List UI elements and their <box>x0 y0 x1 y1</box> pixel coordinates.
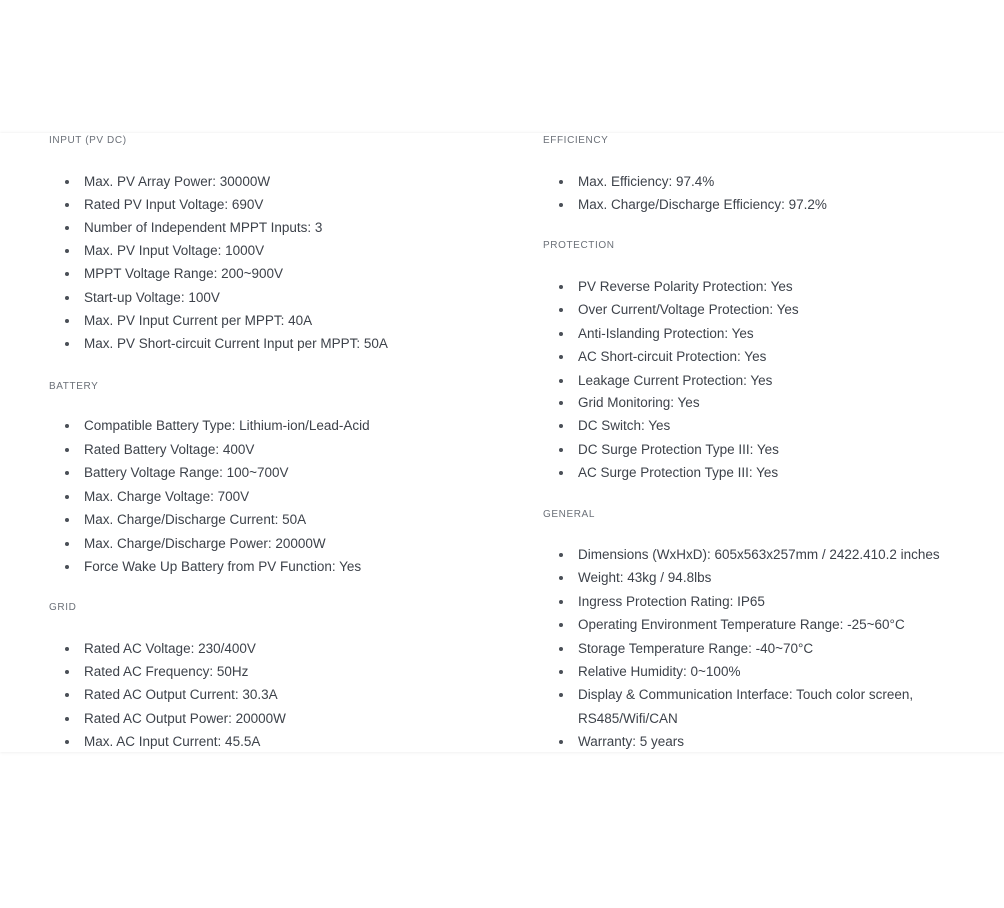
bullet-point <box>65 203 69 207</box>
bullet-point <box>559 379 563 383</box>
bullet-point <box>559 471 563 475</box>
section-heading-efficiency: EFFICIENCY <box>543 135 609 146</box>
bullet-point <box>559 285 563 289</box>
bullet-point <box>65 717 69 721</box>
bullet-point <box>65 518 69 522</box>
specifications-panel: INPUT (PV DC) Max. PV Array Power: 30000W Rated PV Input Voltage: 690V Number of Independent MPPT Inputs: 3 Max. PV Input Voltage: 1000V MPPT Voltage Range: 200~900V Start-up Voltage: 100V Max. PV Input Current per MPPT: 40A Max. PV Short-circuit Current Input per MPPT: 50A BATTERY Compatible Battery Type: Lithium-ion/Lead-Acid Rated Battery Voltage: 400V Battery Voltage Range: 100~700V Max. Charge Voltage: 700V Max. Charge/Discharge Current: 50A Max. Charge/Discharge Power: 20000W Force Wake Up Battery from PV Function: Yes GRID Rated AC Voltage: 230/400V Rated AC Frequency: 50Hz Rated AC Output Current: 30.3A Rated AC Output Power: 20000W Max. AC Input Current: 45.5A EFFICIENCY Max. Efficiency: 97.4% Max. Charge/Discharge Efficiency: 97.2% PROTECTION PV Reverse Polarity Protection: Yes Over Current/Voltage Protection: Yes Anti-Islanding Protection: Yes AC Short-circuit Protection: Yes Leakage Current Protection: Yes Grid Monitoring: Yes DC Switch: Yes DC Surge Protection Type III: Yes AC Surge Protection Type III: Yes GENERAL Dimensions (WxHxD): 605x563x257mm / 2422.410.2 inches Weight: 43kg / 94.8lbs Ingress Protection Rating: IP65 Operating Environment Temperature Range: -25~60°C Storage Temperature Range: -40~70°C Relative Humidity: 0~100% Display & Communication Interface: Touch color screen, RS485/Wifi/CAN Warranty: 5 years <box>0 133 1004 752</box>
bullet-point <box>65 342 69 346</box>
bullet-point <box>559 693 563 697</box>
bullet-point <box>65 180 69 184</box>
bullet-point <box>559 600 563 604</box>
bullet-point <box>65 647 69 651</box>
bullet-point <box>65 495 69 499</box>
bullet-point <box>559 308 563 312</box>
section-heading-protection: PROTECTION <box>543 240 615 251</box>
bullet-point <box>559 203 563 207</box>
section-heading-grid: GRID <box>49 602 77 613</box>
bullet-point <box>559 332 563 336</box>
bullet-point <box>65 542 69 546</box>
bullet-point <box>559 670 563 674</box>
bullet-point <box>559 647 563 651</box>
bullet-point <box>559 623 563 627</box>
bullet-point <box>559 424 563 428</box>
bullet-point <box>559 401 563 405</box>
bullet-point <box>65 693 69 697</box>
bullet-point <box>65 296 69 300</box>
bullet-point <box>65 740 69 744</box>
bullet-point <box>559 180 563 184</box>
bullet-point <box>65 319 69 323</box>
bullet-point <box>65 424 69 428</box>
bullet-point <box>559 740 563 744</box>
bullet-point <box>65 249 69 253</box>
bullet-point <box>65 565 69 569</box>
bullet-point <box>65 670 69 674</box>
section-heading-general: GENERAL <box>543 509 595 520</box>
bullet-point <box>65 471 69 475</box>
bullet-point <box>559 553 563 557</box>
bullet-point <box>559 355 563 359</box>
section-heading-input: INPUT (PV DC) <box>49 135 127 146</box>
bullet-point <box>559 576 563 580</box>
bullet-point <box>65 226 69 230</box>
bullet-point <box>65 272 69 276</box>
bullet-point <box>559 448 563 452</box>
bullet-point <box>65 448 69 452</box>
section-heading-battery: BATTERY <box>49 381 99 392</box>
